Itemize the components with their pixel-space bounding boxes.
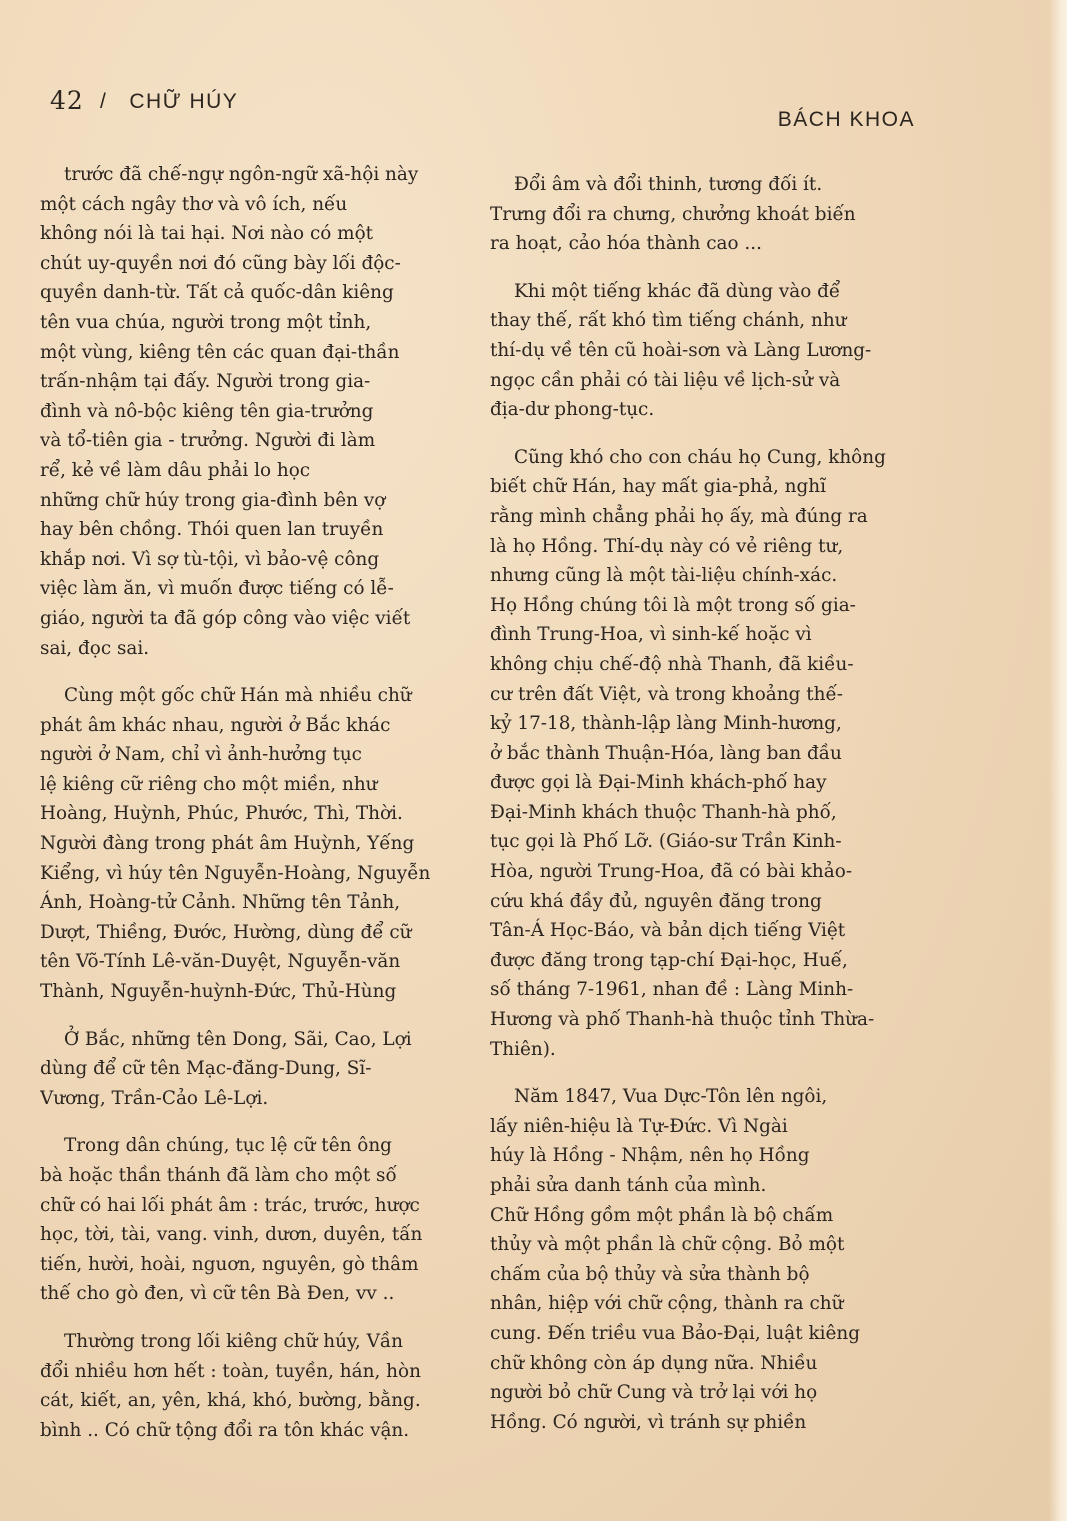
- text-line: Ánh, Hoàng-tử Cảnh. Những tên Tảnh,: [40, 892, 401, 914]
- running-title: [100, 90, 238, 114]
- text-line: chữ không còn áp dụng nữa. Nhiều: [490, 1352, 818, 1374]
- text-line: nhưng cũng là một tài-liệu chính-xác.: [490, 565, 838, 587]
- text-line: Đổi âm và đổi thinh, tương đối ít.: [514, 174, 823, 195]
- text-line: thay thế, rất khó tìm tiếng chánh, như: [490, 310, 847, 332]
- text-line: tên vua chúa, người trong một tỉnh,: [40, 311, 372, 333]
- journal-name: BÁCH KHOA: [777, 108, 915, 131]
- text-line: Ở Bắc, những tên Dong, Sãi, Cao, Lợi: [64, 1028, 412, 1050]
- page-number: 42: [50, 86, 84, 115]
- paragraph: [490, 443, 910, 1064]
- text-line: việc làm ăn, vì muốn được tiếng có lễ-: [40, 578, 394, 600]
- right-column: [490, 170, 910, 1455]
- text-line: không chịu chế-độ nhà Thanh, đã kiều-: [490, 653, 854, 675]
- text-line: húy là Hồng - Nhậm, nên họ Hồng: [490, 1145, 810, 1167]
- text-line: được gọi là Đại-Minh khách-phố hay: [490, 772, 827, 794]
- text-line: bình .. Có chữ tộng đổi ra tôn khác vận.: [40, 1419, 410, 1441]
- paragraph: [490, 1082, 910, 1437]
- text-line: một cách ngây thơ và vô ích, nếu: [40, 193, 348, 215]
- text-line: Hồng. Có người, vì tránh sự phiền: [490, 1411, 807, 1433]
- text-line: không nói là tai hại. Nơi nào có một: [40, 223, 374, 245]
- paragraph: [40, 1131, 465, 1309]
- text-line: là họ Hồng. Thí-dụ này có vẻ riêng tư,: [490, 535, 844, 557]
- text-line: Vương, Trần-Cảo Lê-Lợi.: [40, 1087, 269, 1109]
- page-header: [0, 0, 1067, 140]
- text-line: ở bắc thành Thuận-Hóa, làng ban đầu: [490, 742, 842, 764]
- text-line: tiến, hười, hoài, nguơn, nguyên, gò thâm: [40, 1253, 419, 1275]
- paragraph: [40, 1327, 465, 1445]
- text-line: quyền danh-từ. Tất cả quốc-dân kiêng: [40, 282, 394, 304]
- text-line: dùng để cữ tên Mạc-đăng-Dung, Sĩ-: [40, 1058, 372, 1080]
- text-line: Họ Hồng chúng tôi là một trong số gia-: [490, 594, 856, 616]
- text-line: tên Võ-Tính Lê-văn-Duyệt, Nguyễn-văn: [40, 951, 401, 973]
- text-line: ra hoạt, cảo hóa thành cao ...: [490, 233, 762, 255]
- text-line: ngọc cần phải có tài liệu về lịch-sử và: [490, 369, 841, 391]
- text-line: Người đàng trong phát âm Huỳnh, Yếng: [40, 833, 415, 855]
- text-line: Đại-Minh khách thuộc Thanh-hà phố,: [490, 801, 837, 823]
- text-line: và tổ-tiên gia - trưởng. Người đi làm: [40, 430, 376, 452]
- text-line: cát, kiết, an, yên, khá, khó, bường, bằng.: [40, 1390, 421, 1412]
- text-line: lấy niên-hiệu là Tự-Đức. Vì Ngài: [490, 1115, 788, 1137]
- text-line: trước đã chế-ngự ngôn-ngữ xã-hội này: [64, 164, 419, 185]
- text-line: biết chữ Hán, hay mất gia-phả, nghĩ: [490, 476, 827, 498]
- page-edge: [1049, 0, 1067, 1521]
- paragraph: [490, 277, 910, 425]
- text-line: Hương và phố Thanh-hà thuộc tỉnh Thừa-: [490, 1009, 875, 1031]
- text-line: Kiểng, vì húy tên Nguyễn-Hoàng, Nguyễn: [40, 862, 431, 884]
- text-line: người ở Nam, chỉ vì ảnh-hưởng tục: [40, 744, 362, 766]
- text-line: giáo, người ta đã góp công vào việc viết: [40, 607, 411, 629]
- text-line: thủy và một phần là chữ cộng. Bỏ một: [490, 1234, 845, 1256]
- text-line: thí-dụ về tên cũ hoài-sơn và Làng Lương-: [490, 339, 872, 361]
- text-line: Hoàng, Huỳnh, Phúc, Phước, Thì, Thời.: [40, 803, 403, 825]
- text-line: phải sửa danh tánh của mình.: [490, 1175, 767, 1196]
- text-line: những chữ húy trong gia-đình bên vợ: [40, 489, 386, 511]
- text-line: Tân-Á Học-Báo, và bản dịch tiếng Việt: [490, 920, 846, 942]
- text-line: sai, đọc sai.: [40, 637, 150, 659]
- text-line: hay bên chồng. Thói quen lan truyền: [40, 519, 384, 541]
- text-line: phát âm khác nhau, người ở Bắc khác: [40, 714, 391, 736]
- text-line: rằng mình chẳng phải họ ấy, mà đúng ra: [490, 505, 868, 527]
- text-line: cung. Đến triều vua Bảo-Đại, luật kiêng: [490, 1322, 861, 1344]
- text-line: đình Trung-Hoa, vì sinh-kế hoặc vì: [490, 624, 812, 646]
- paragraph: [40, 1025, 465, 1114]
- text-line: lệ kiêng cữ riêng cho một miền, như: [40, 773, 378, 795]
- text-line: chấm của bộ thủy và sửa thành bộ: [490, 1263, 810, 1285]
- text-line: số tháng 7-1961, nhan đề : Làng Minh-: [490, 979, 854, 1001]
- text-line: Năm 1847, Vua Dực-Tôn lên ngôi,: [514, 1086, 828, 1108]
- text-line: được đăng trong tạp-chí Đại-học, Huế,: [490, 949, 848, 971]
- text-line: rể, kẻ về làm dâu phải lo học: [40, 459, 311, 481]
- text-line: Thiên).: [490, 1038, 556, 1060]
- text-line: đổi nhiều hơn hết : toàn, tuyền, hán, hòn: [40, 1360, 421, 1382]
- paragraph: [490, 170, 910, 259]
- text-line: nhân, hiệp với chữ cộng, thành ra chữ: [490, 1293, 844, 1315]
- text-line: Cùng một gốc chữ Hán mà nhiều chữ: [64, 685, 412, 707]
- text-line: khắp nơi. Vì sợ tù-tội, vì bảo-vệ công: [40, 548, 380, 570]
- text-line: chút uy-quyền nơi đó cũng bày lối độc-: [40, 252, 401, 274]
- text-line: Thành, Nguyễn-huỳnh-Đức, Thủ-Hùng: [40, 981, 397, 1003]
- text-line: cư trên đất Việt, và trong khoảng thế-: [490, 683, 843, 705]
- text-line: cứu khá đầy đủ, nguyên đăng trong: [490, 890, 822, 912]
- title-divider: /: [100, 90, 108, 113]
- text-line: người bỏ chữ Cung và trở lại với họ: [490, 1382, 818, 1404]
- text-line: tục gọi là Phố Lỡ. (Giáo-sư Trần Kinh-: [490, 831, 842, 853]
- left-column: [40, 160, 465, 1463]
- text-line: Chữ Hồng gồm một phần là bộ chấm: [490, 1204, 834, 1226]
- paragraph: [40, 160, 465, 663]
- text-line: Thường trong lối kiêng chữ húy, Vần: [64, 1330, 403, 1352]
- text-line: Dượt, Thiềng, Đước, Hường, dùng để cữ: [40, 921, 412, 943]
- text-line: Hòa, người Trung-Hoa, đã có bài khảo-: [490, 861, 853, 883]
- text-line: đình và nô-bộc kiêng tên gia-trưởng: [40, 400, 374, 422]
- running-title-text: CHỮ HÚY: [129, 90, 239, 113]
- text-line: địa-dư phong-tục.: [490, 399, 655, 421]
- text-line: Cũng khó cho con cháu họ Cung, không: [514, 446, 886, 468]
- paragraph: [40, 681, 465, 1007]
- text-line: một vùng, kiêng tên các quan đại-thần: [40, 341, 400, 363]
- text-line: trấn-nhậm tại đấy. Người trong gia-: [40, 371, 371, 393]
- text-line: Trong dân chúng, tục lệ cữ tên ông: [64, 1135, 392, 1157]
- text-line: thế cho gò đen, vì cữ tên Bà Đen, vv ..: [40, 1283, 395, 1305]
- text-line: kỷ 17-18, thành-lập làng Minh-hương,: [490, 713, 842, 735]
- text-line: học, tời, tài, vang. vinh, dươn, duyên, tấn: [40, 1224, 423, 1246]
- text-line: chữ có hai lối phát âm : trác, trước, hược: [40, 1194, 420, 1216]
- text-line: bà hoặc thần thánh đã làm cho một số: [40, 1165, 397, 1186]
- text-line: Khi một tiếng khác đã dùng vào để: [514, 280, 841, 302]
- text-line: Trưng đổi ra chưng, chưởng khoát biến: [490, 203, 856, 225]
